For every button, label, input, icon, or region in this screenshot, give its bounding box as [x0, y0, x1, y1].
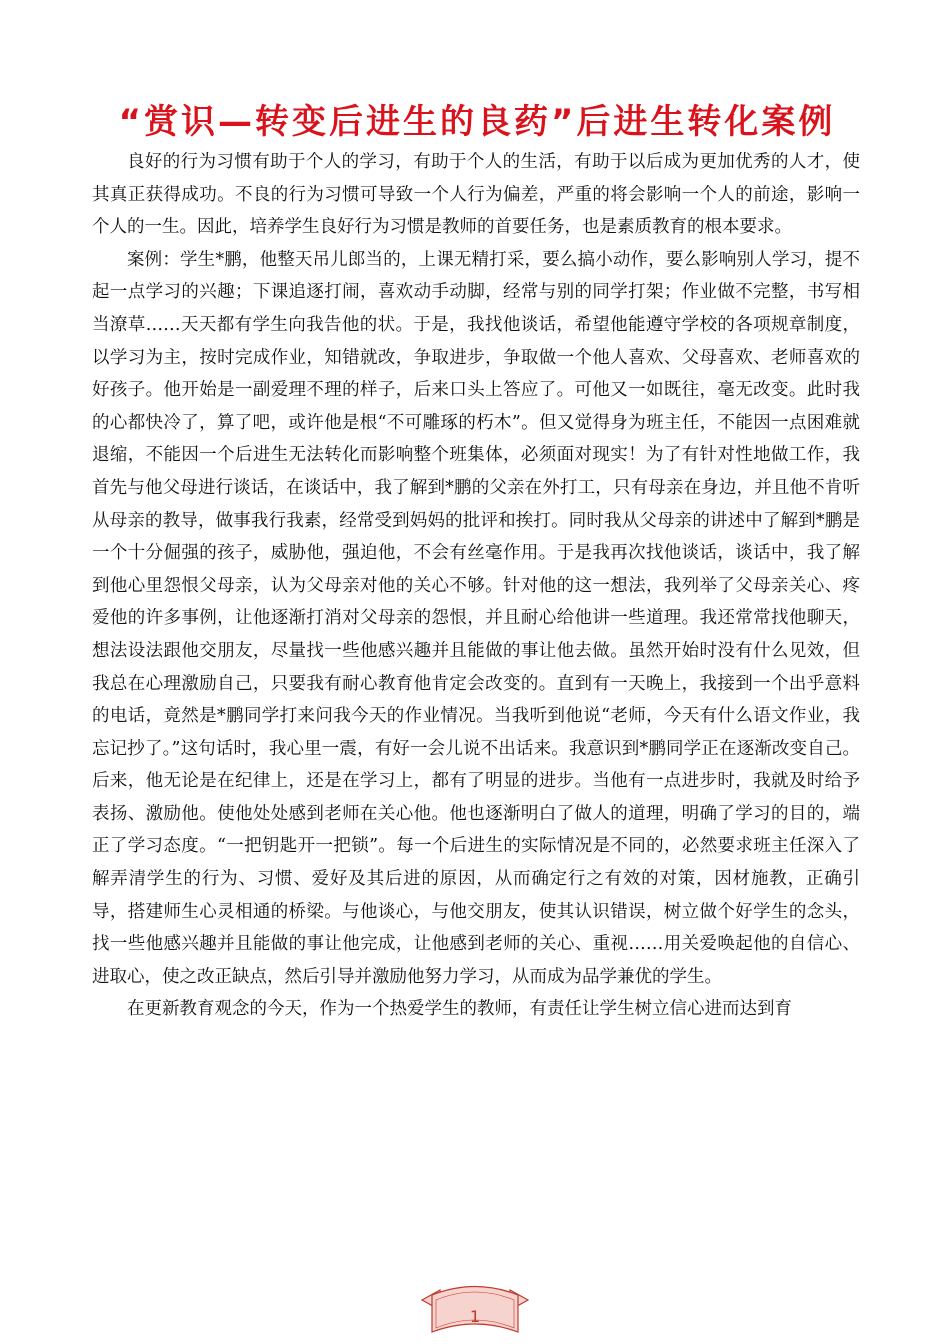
- case-paragraph: 案例：学生*鹏，他整天吊儿郎当的，上课无精打采，要么搞小动作，要么影响别人学习，提不起一点学习的兴趣；下课追逐打闹，喜欢动手动脚，经常与别的同学打架；作业做不完整，书写相当潦草……天天都有学生向我告他的状。于是，我找他谈话，希望他能遵守学校的各项规章制度，以学习为主，按时完成作业，知错就改，争取进步，争取做一个他人喜欢、父母喜欢、老师喜欢的好孩子。他开始是一副爱理不理的样子，后来口头上答应了。可他又一如既往，毫无改变。此时我的心都快冷了，算了吧，或许他是根“不可雕琢的朽木”。但又觉得身为班主任，不能因一点困难就退缩，不能因一个后进生无法转化而影响整个班集体，必须面对现实！为了有针对性地做工作，我首先与他父母进行谈话，在谈话中，我了解到*鹏的父亲在外打工，只有母亲在身边，并且他不肯听从母亲的教导，做事我行我素，经常受到妈妈的批评和挨打。同时我从父母亲的讲述中了解到*鹏是一个十分倔强的孩子，威胁他，强迫他，不会有丝毫作用。于是我再次找他谈话，谈话中，我了解到他心里怨恨父母亲，认为父母亲对他的关心不够。针对他的这一想法，我列举了父母亲关心、疼爱他的许多事例，让他逐渐打消对父母亲的怨恨，并且耐心给他讲一些道理。我还常常找他聊天，想法设法跟他交朋友，尽量找一些他感兴趣并且能做的事让他去做。虽然开始时没有什么见效，但我总在心理激励自己，只要我有耐心教育他肯定会改变的。直到有一天晚上，我接到一个出乎意料的电话，竟然是*鹏同学打来问我今天的作业情况。当我听到他说“老师，今天有什么语文作业，我忘记抄了。”这句话时，我心里一震，有好一会儿说不出话来。我意识到*鹏同学正在逐渐改变自己。后来，他无论是在纪律上，还是在学习上，都有了明显的进步。当他有一点进步时，我就及时给予表扬、激励他。使他处处感到老师在关心他。他也逐渐明白了做人的道理，明确了学习的目的，端正了学习态度。“一把钥匙开一把锁”。每一个后进生的实际情况是不同的，必然要求班主任深入了解弄清学生的行为、习惯、爱好及其后进的原因，从而确定行之有效的对策，因材施教，正确引导，搭建师生心灵相通的桥梁。与他谈心，与他交朋友，使其认识错误，树立做个好学生的念头，找一些他感兴趣并且能做的事让他完成，让他感到老师的关心、重视……用关爱唤起他的自信心、进取心，使之改正缺点，然后引导并激励他努力学习，从而成为品学兼优的学生。: [92, 249, 860, 987]
- document-body: [92, 146, 860, 1026]
- page-footer: [420, 1280, 530, 1340]
- document-title: “赏识—转变后进生的良药”后进生转化案例: [118, 102, 836, 142]
- page-number: 1: [469, 1307, 481, 1326]
- conclusion-paragraph: 在更新教育观念的今天，作为一个热爱学生的教师，有责任让学生树立信心进而达到育: [127, 999, 792, 1020]
- intro-paragraph: 良好的行为习惯有助于个人的学习，有助于个人的生活，有助于以后成为更加优秀的人才，使其真正获得成功。不良的行为习惯可导致一个人行为偏差，严重的将会影响一个人的前途，影响一个人的一生。因此，培养学生良好行为习惯是教师的首要任务，也是素质教育的根本要求。: [92, 152, 860, 238]
